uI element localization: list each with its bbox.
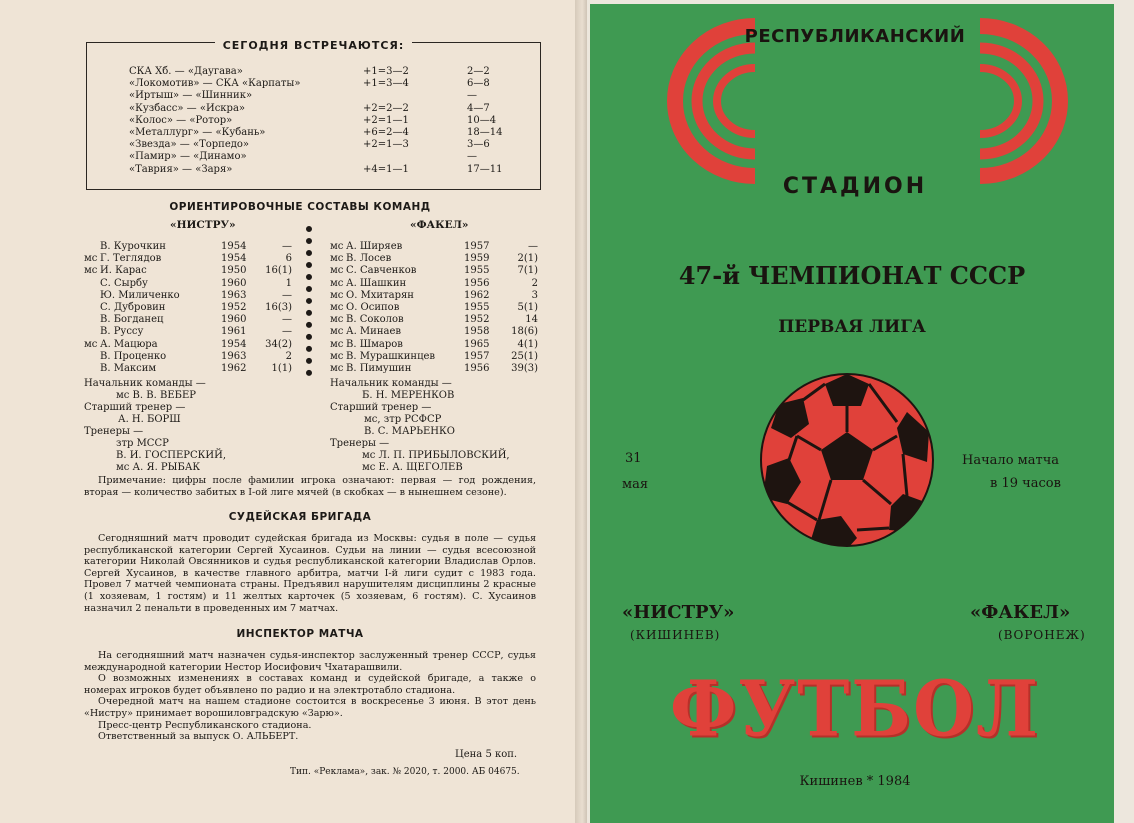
player-rank: мс [330, 314, 344, 326]
player-name: Ю. Миличенко [100, 289, 180, 301]
player-goals: 25(1) [511, 350, 538, 362]
match-record: +2=1—1 [363, 114, 409, 126]
player-goals: 4(1) [517, 338, 538, 350]
player-row [330, 326, 538, 338]
player-name: В. Проценко [100, 350, 167, 362]
player-name: В. Мурашкинцев [346, 350, 436, 362]
player-row [330, 290, 538, 302]
player-rank: мс [330, 277, 344, 289]
player-rank: мс [330, 253, 344, 265]
match-record: +1=3—2 [363, 66, 409, 77]
match-teams: «Металлург» — «Кубань» [129, 127, 266, 138]
player-rank: мс [84, 253, 98, 265]
player-row [84, 351, 292, 363]
matches-title: СЕГОДНЯ ВСТРЕЧАЮТСЯ: [87, 34, 540, 53]
player-name: С. Сырбу [100, 277, 148, 289]
player-rank: мс [330, 265, 344, 277]
staff-line: В. И. ГОСПЕРСКИЙ, [116, 450, 227, 461]
player-goals: — [282, 326, 292, 338]
match-teams: «Памир» — «Динамо» [129, 151, 247, 163]
player-year: 1959 [464, 253, 490, 265]
player-name: В. Соколов [346, 314, 404, 326]
match-goals: 3—6 [467, 139, 490, 151]
away-city: (ВОРОНЕЖ) [998, 628, 1086, 642]
player-row [84, 253, 292, 265]
player-name: В. Богданец [100, 314, 164, 326]
staff-line: мс Л. П. ПРИБЫЛОВСКИЙ, [362, 450, 510, 461]
home-team: «НИСТРУ» [622, 602, 735, 623]
player-year: 1954 [221, 338, 247, 350]
player-goals: 5(1) [517, 302, 538, 313]
player-goals: — [282, 241, 292, 252]
right-page [587, 0, 1134, 823]
imprint: Тип. «Реклама», зак. № 2020, т. 2000. АБ 04675. [290, 767, 520, 777]
price: Цена 5 коп. [455, 749, 518, 760]
player-rank: мс [330, 241, 344, 252]
player-name: А. Шашкин [346, 277, 407, 289]
player-row [330, 314, 538, 326]
player-year: 1950 [221, 265, 247, 277]
referees-text: Сегодняшний матч проводит судейская бригада из Москвы: судья в поле — судья республиканской категории Сергей Хусаинов. Судьи на линии — судья всесоюзной категории Николай Овсянников и судья республиканской категории Владислав Орлов. Сергей Хусаинов, в качестве главного арбитра, матчи I-й лиги судит с 1983 года. Провел 7 матчей чемпионата страны. Предъявил нарушителям дисциплины 2 красные (1 хозяевам, 1 гостям) и 11 желтых карточек (5 хозяевам, 6 гостям). С. Хусаинов назначил 2 пенальти в проведенных им 7 матчах. [84, 533, 536, 614]
player-goals: — [528, 241, 538, 252]
player-rank: мс [330, 289, 344, 301]
cover [590, 4, 1114, 823]
match-teams: «Локомотив» — СКА «Карпаты» [129, 78, 301, 90]
staff-line: зтр МССР [116, 438, 169, 449]
player-rank: мс [84, 338, 98, 350]
player-year: 1954 [221, 253, 247, 265]
player-row [84, 363, 292, 375]
player-name: В. Шмаров [346, 338, 403, 350]
league-title: ПЕРВАЯ ЛИГА [778, 317, 926, 337]
player-row [330, 339, 538, 351]
player-name: А. Ширяев [346, 241, 403, 252]
player-row [330, 265, 538, 277]
player-year: 1960 [221, 277, 247, 289]
staff-line: Старший тренер — [84, 402, 186, 413]
match-row [87, 66, 540, 78]
staff-line: мс Е. А. ЩЕГОЛЕВ [362, 462, 463, 473]
player-row [84, 326, 292, 338]
match-goals: 6—8 [467, 78, 490, 90]
player-row [84, 241, 292, 253]
player-year: 1955 [464, 302, 490, 313]
player-goals: — [282, 289, 292, 301]
player-year: 1962 [221, 363, 247, 374]
match-row [87, 139, 540, 151]
staff-line: Тренеры — [84, 426, 144, 437]
match-record: +2=2—2 [363, 102, 409, 114]
match-goals: 18—14 [467, 127, 503, 138]
player-year: 1956 [464, 363, 490, 374]
staff-line: мс, зтр РСФСР [364, 414, 442, 425]
staff-line: Начальник команды — [330, 378, 452, 389]
match-teams: «Таврия» — «Заря» [129, 163, 233, 175]
player-year: 1955 [464, 265, 490, 277]
player-row [330, 278, 538, 290]
match-row [87, 90, 540, 102]
player-name: А. Минаев [346, 326, 402, 338]
championship-title: 47-й ЧЕМПИОНАТ СССР [678, 261, 1026, 290]
cover-footer: Кишинев * 1984 [799, 774, 911, 789]
match-record: +1=3—4 [363, 78, 409, 90]
player-year: 1965 [464, 338, 490, 350]
player-goals: 39(3) [511, 363, 538, 374]
match-goals: 4—7 [467, 102, 490, 114]
match-goals: — [467, 90, 477, 102]
match-teams: СКА Хб. — «Даугава» [129, 66, 243, 77]
player-goals: 16(3) [265, 302, 292, 313]
player-goals: 7(1) [517, 265, 538, 277]
player-name: О. Осипов [346, 302, 400, 313]
match-row [87, 164, 540, 176]
home-team-heading: «НИСТРУ» [170, 219, 236, 231]
player-year: 1956 [464, 277, 490, 289]
player-name: В. Курочкин [100, 241, 166, 252]
match-goals: 2—2 [467, 66, 490, 77]
stadium-logo-right-arcs [970, 16, 1095, 186]
player-name: В. Лосев [346, 253, 392, 265]
referees-title: СУДЕЙСКАЯ БРИГАДА [228, 511, 372, 523]
player-name: С. Дубровин [100, 302, 166, 313]
match-row [87, 151, 540, 163]
inspector-title: ИНСПЕКТОР МАТЧА [236, 628, 364, 640]
player-row [330, 351, 538, 363]
lineups-title: ОРИЕНТИРОВОЧНЫЕ СОСТАВЫ КОМАНД [169, 201, 431, 213]
sport-title: ФУТБОЛ [670, 662, 1040, 755]
kickoff-time: в 19 часов [990, 476, 1061, 491]
player-row [84, 265, 292, 277]
player-year: 1962 [464, 289, 490, 301]
player-year: 1963 [221, 350, 247, 362]
player-row [84, 290, 292, 302]
staff-line: А. Н. БОРШ [118, 414, 181, 425]
staff-line: В. С. МАРЬЕНКО [364, 426, 455, 437]
player-goals: 2(1) [517, 253, 538, 265]
player-goals: 18(6) [511, 326, 538, 338]
note: Примечание: цифры после фамилии игрока означают: первая — год рождения, вторая — количество забитых в I-ой лиге мячей (в скобках — в нынешнем сезоне). [84, 475, 536, 498]
stadium-name-line2: СТАДИОН [782, 174, 928, 199]
player-goals: 1(1) [271, 363, 292, 374]
away-team-heading: «ФАКЕЛ» [410, 219, 469, 231]
match-row [87, 127, 540, 139]
match-teams: «Звезда» — «Торпедо» [129, 139, 250, 151]
match-row [87, 103, 540, 115]
home-city: (КИШИНЕВ) [630, 628, 721, 642]
player-year: 1952 [221, 302, 247, 313]
player-goals: 2 [285, 350, 292, 362]
match-teams: «Иртыш» — «Шинник» [129, 90, 253, 102]
player-goals: 16(1) [265, 265, 292, 277]
match-goals: — [467, 151, 477, 163]
matches-box [86, 39, 541, 190]
staff-line: мс В. В. ВЕБЕР [116, 390, 196, 401]
player-row [330, 363, 538, 375]
staff-line: Старший тренер — [330, 402, 432, 413]
player-year: 1957 [464, 350, 490, 362]
lineups-divider [306, 226, 312, 376]
player-name: В. Руссу [100, 326, 144, 338]
match-record: +2=1—3 [363, 139, 409, 151]
player-rank: мс [84, 265, 98, 277]
player-goals: 2 [531, 277, 538, 289]
player-row [330, 302, 538, 314]
match-goals: 10—4 [467, 114, 497, 126]
player-year: 1960 [221, 314, 247, 326]
player-name: И. Карас [100, 265, 147, 277]
player-name: Г. Теглядов [100, 253, 162, 265]
player-year: 1954 [221, 241, 247, 252]
player-rank: мс [330, 363, 344, 374]
football-icon [757, 370, 937, 550]
player-year: 1961 [221, 326, 247, 338]
player-name: В. Пимушин [346, 363, 412, 374]
player-goals: 34(2) [265, 338, 292, 350]
stadium-name-line1: РЕСПУБЛИКАНСКИЙ [744, 26, 966, 47]
match-teams: «Колос» — «Ротор» [129, 114, 233, 126]
inspector-text: На сегодняшний матч назначен судья-инспектор заслуженный тренер СССР, судья международной категории Нестор Иосифович Чхатарашвили. О возможных изменениях в составах команд и судейской бригаде, а также о номерах игроков будет объявлено по радио и на электротабло стадиона. Очередной матч на нашем стадионе состоится в воскресенье 3 июня. В этот день «Нистру» принимает ворошиловградскую «Зарю». Пресс-центр Республиканского стадиона. Ответственный за выпуск О. АЛЬБЕРТ. [84, 650, 536, 743]
staff-line: Начальник команды — [84, 378, 206, 389]
player-year: 1952 [464, 314, 490, 326]
kickoff-label: Начало матча [962, 453, 1060, 468]
date-month: мая [622, 477, 649, 492]
player-goals: 14 [525, 314, 538, 326]
match-record: +6=2—4 [363, 127, 409, 138]
player-year: 1963 [221, 289, 247, 301]
player-goals: — [282, 314, 292, 326]
player-rank: мс [330, 302, 344, 313]
player-row [330, 253, 538, 265]
match-row [87, 78, 540, 90]
player-row [84, 302, 292, 314]
page-fold [575, 0, 587, 823]
player-rank: мс [330, 326, 344, 338]
staff-line: Тренеры — [330, 438, 390, 449]
away-team: «ФАКЕЛ» [970, 602, 1071, 623]
player-goals: 3 [531, 289, 538, 301]
match-row [87, 115, 540, 127]
player-name: А. Мацюра [100, 338, 158, 350]
staff-line: мс А. Я. РЫБАК [116, 462, 201, 473]
player-rank: мс [330, 350, 344, 362]
match-teams: «Кузбасс» — «Искра» [129, 102, 246, 114]
player-year: 1957 [464, 241, 490, 252]
player-name: В. Максим [100, 363, 157, 374]
player-rank: мс [330, 338, 344, 350]
player-name: С. Савченков [346, 265, 417, 277]
player-row [84, 339, 292, 351]
player-row [84, 278, 292, 290]
player-name: О. Мхитарян [346, 289, 414, 301]
match-goals: 17—11 [467, 163, 503, 175]
player-goals: 6 [285, 253, 292, 265]
player-row [330, 241, 538, 253]
staff-line: Б. Н. МЕРЕНКОВ [362, 390, 455, 401]
player-goals: 1 [285, 277, 292, 289]
player-year: 1958 [464, 326, 490, 338]
player-row [84, 314, 292, 326]
date-day: 31 [625, 451, 642, 466]
match-record: +4=1—1 [363, 163, 409, 175]
